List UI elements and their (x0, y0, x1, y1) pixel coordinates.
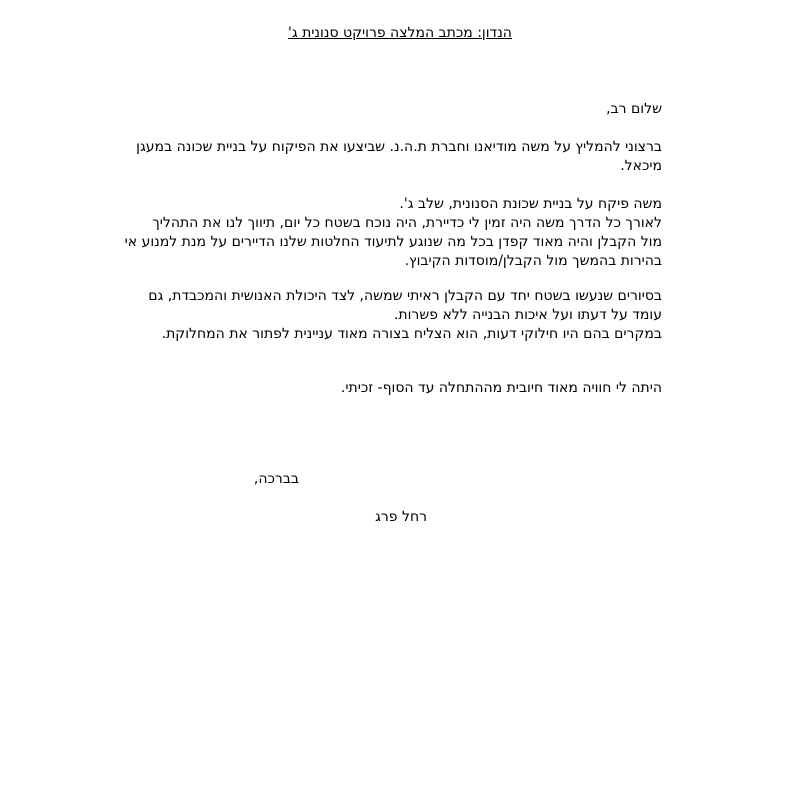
letter-closing: בברכה, (253, 471, 299, 487)
paragraph-2-line-2: לאורך כל הדרך משה היה זמין לי כדיירת, היה נוכח בשטח כל יום, תיווך לנו את התהליך (152, 215, 662, 231)
paragraph-1-line-1: ברצוני להמליץ על משה מודיאנו וחברת ת.ה.נ. שביצעו את הפיקוח על בניית שכונה במעגן (136, 139, 662, 155)
paragraph-2-line-3: מול הקבלן והיה מאוד קפדן בכל מה שנוגע לתיעוד החלטות שלנו הדיירים על מנת למנוע אי (124, 234, 662, 250)
letter-subject: הנדון: מכתב המלצה פרויקט סנונית ג' (288, 25, 512, 41)
paragraph-4: היתה לי חוויה מאוד חיובית מההתחלה עד הסוף- זכיתי. (340, 380, 662, 396)
paragraph-3-line-2: עומד על דעתו ועל איכות הבנייה ללא פשרות. (393, 307, 662, 323)
paragraph-3-line-3: במקרים בהם היו חילוקי דעות, הוא הצליח בצורה מאוד עניינית לפתור את המחלוקת. (161, 326, 662, 342)
paragraph-1-line-2: מיכאל. (620, 158, 662, 174)
letter-signature: רחל פרג (375, 509, 427, 525)
paragraph-3-line-1: בסיורים שנעשו בשטח יחד עם הקבלן ראיתי שמשה, לצד היכולת האנושית והמכבדת, גם (148, 288, 662, 304)
paragraph-2-line-4: בהירות בהמשך מול הקבלן/מוסדות הקיבוץ. (404, 253, 662, 269)
letter-greeting: שלום רב, (606, 101, 662, 117)
paragraph-2-line-1: משה פיקח על בניית שכונת הסנונית, שלב ג'. (399, 196, 662, 212)
